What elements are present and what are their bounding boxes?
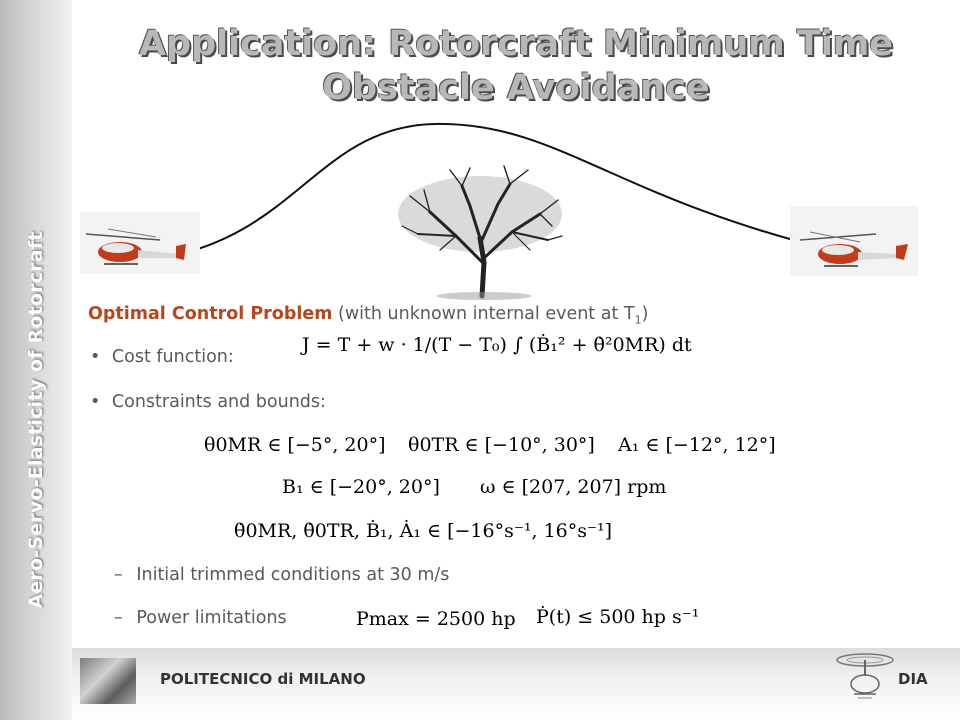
constraints-label: Constraints and bounds: (111, 392, 326, 412)
power-label: Power limitations (136, 608, 287, 628)
footer-institution: POLITECNICO di MILANO (160, 670, 366, 688)
bound-rates: θ̇0MR, θ̇0TR, Ḃ₁, Ȧ₁ ∈ [−16°s⁻¹, 16°s⁻¹] (234, 520, 613, 542)
helicopter-logo-icon (834, 648, 896, 708)
bound-theta-tr: θ0TR ∈ [−10°, 30°] (408, 434, 595, 456)
cost-equation (302, 334, 692, 356)
tree-shadow (436, 292, 532, 300)
bullet-marker: • (90, 347, 101, 367)
ocp-heading (88, 304, 648, 327)
constraints-bullet (90, 392, 326, 412)
slide-title-line-2: Obstacle Avoidance (322, 68, 710, 108)
ocp-close: ) (641, 304, 649, 324)
bound-a1: A₁ ∈ [−12°, 12°] (618, 434, 776, 456)
power-rate: Ṗ(t) ≤ 500 hp s⁻¹ (536, 606, 700, 628)
trim-item (114, 565, 449, 585)
dash-marker: – (114, 608, 123, 628)
building-photo (80, 658, 136, 704)
cost-equation-text: J = T + w · 1/(T − T₀) ∫ (Ḃ₁² + θ̇²0MR) dt (302, 334, 692, 356)
bullet-marker: • (90, 392, 101, 412)
bound-omega: ω ∈ [207, 207] rpm (480, 476, 667, 498)
trim-label: Initial trimmed conditions at 30 m/s (136, 565, 450, 585)
cost-bullet (90, 347, 234, 367)
bound-theta-mr: θ0MR ∈ [−5°, 20°] (204, 434, 386, 456)
sidebar-title: Aero-Servo-Elasticity of Rotorcraft (25, 231, 47, 609)
cost-label: Cost function: (111, 347, 234, 367)
ocp-highlight: Optimal Control Problem (88, 304, 333, 324)
slide-title-line-1: Application: Rotorcraft Minimum Time (138, 24, 894, 64)
dash-marker: – (114, 565, 123, 585)
ocp-subscript: 1 (634, 313, 642, 327)
bound-b1: B₁ ∈ [−20°, 20°] (282, 476, 440, 498)
power-item (114, 608, 287, 628)
power-max: Pmax = 2500 hp (356, 608, 516, 630)
footer-department: DIA (898, 670, 928, 688)
ocp-rest: (with unknown internal event at T (332, 304, 635, 324)
tree-canopy (398, 176, 562, 252)
